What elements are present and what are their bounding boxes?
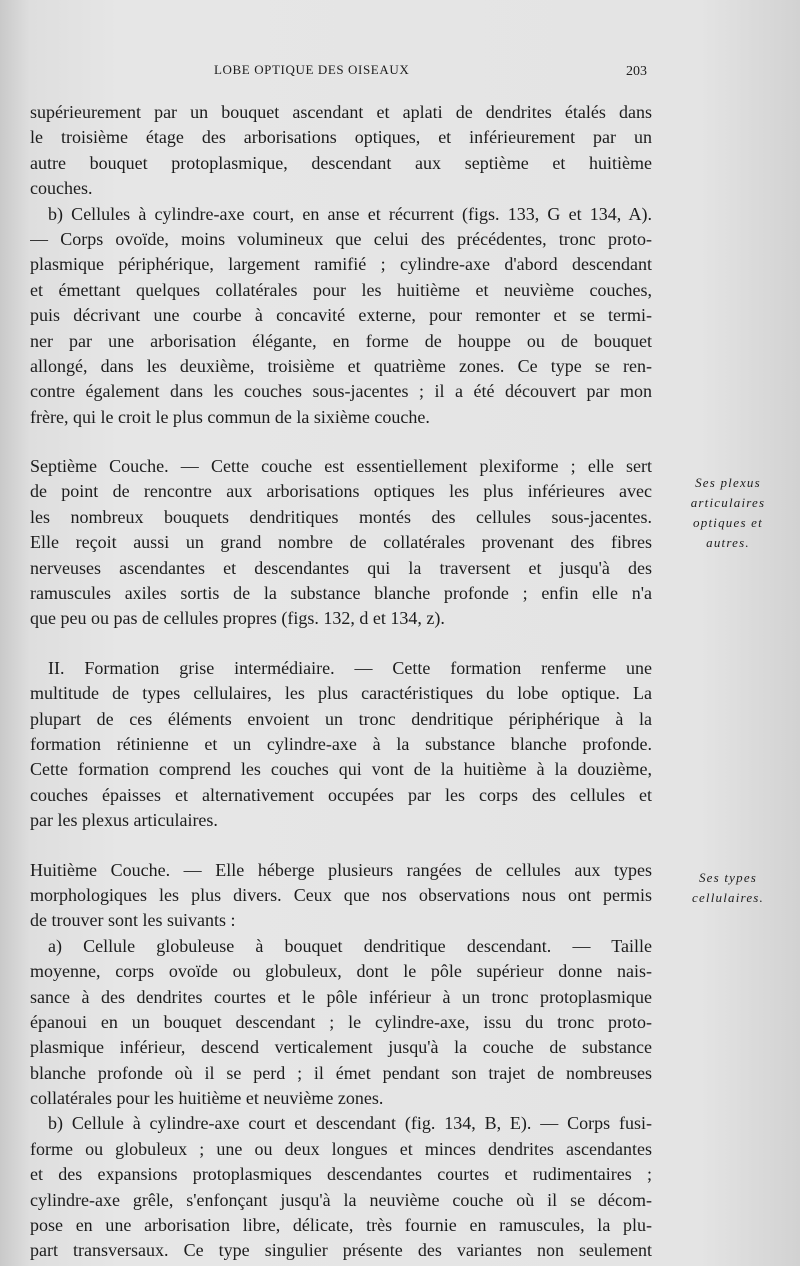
page-number: 203 [626,64,647,79]
margin-note-line: articulaires [690,495,766,510]
text-line: épanoui en un bouquet descendant ; le cylindre-axe, issu du tronc proto- [30,1011,652,1032]
text-line: blanche profonde où il se perd ; il émet pendant son trajet de nombreuses [30,1062,652,1083]
text-line: contre également dans les couches sous-jacentes ; il a été découvert par mon [30,381,652,402]
paragraph-formation-grise [30,656,652,834]
text-line: couches épaisses et alternativement occupées par les corps des cellules et [30,784,652,805]
paragraph-huitieme-couche [30,858,652,934]
paragraph-type-b [30,202,652,431]
text-line: le troisième étage des arborisations optiques, et inférieurement par un [30,127,652,148]
margin-note-line: Ses plexus [695,475,761,490]
text-line: Huitième Couche. — Elle héberge plusieurs rangées de cellules aux types [30,859,652,880]
text-line: ner par une arborisation élégante, en forme de houppe ou de bouquet [30,330,652,351]
text-line: nerveuses ascendantes et descendantes qui la traversent et jusqu'à des [30,557,652,578]
text-line: couches. [30,178,93,199]
text-line: les nombreux bouquets dendritiques montés des cellules sous-jacentes. [30,506,652,527]
text-line: part transversaux. Ce type singulier présente des variantes non seulement [30,1240,652,1261]
paragraph-type-b-descendant [30,1111,652,1263]
paragraph-gap [30,834,652,858]
text-line: Cette formation comprend les couches qui vont de la huitième à la douzième, [30,759,652,780]
page-header [0,62,800,82]
body-text [30,100,652,1264]
text-line: a) Cellule globuleuse à bouquet dendritique descendant. — Taille [48,935,652,956]
text-line: que peu ou pas de cellules propres (figs. 132, d et 134, z). [30,608,445,629]
text-line: moyenne, corps ovoïde ou globuleux, dont le pôle supérieur donne nais- [30,961,652,982]
text-line: de trouver sont les suivants : [30,910,236,931]
text-line: cylindre-axe grêle, s'enfonçant jusqu'à la neuvième couche où il se décom- [30,1189,652,1210]
text-line: multitude de types cellulaires, les plus caractéristiques du lobe optique. La [30,683,652,704]
running-title: LOBE OPTIQUE DES OISEAUX [214,62,410,77]
text-line: allongé, dans les deuxième, troisième et quatrième zones. Ce type se ren- [30,355,652,376]
margin-note-line: autres. [706,535,750,550]
text-line: morphologiques les plus divers. Ceux que nos observations nous ont permis [30,884,652,905]
margin-note-plexus [668,473,788,553]
text-line: ramuscules axiles sortis de la substance blanche profonde ; enfin elle n'a [30,583,652,604]
text-line: puis décrivant une courbe à concavité externe, pour remonter et se termi- [30,305,652,326]
text-line: forme ou globuleux ; une ou deux longues et minces dendrites ascendantes [30,1138,652,1159]
text-line: et émettant quelques collatérales pour les huitième et neuvième couches, [30,279,652,300]
text-line: b) Cellules à cylindre-axe court, en anse et récurrent (figs. 133, G et 134, A). [48,203,652,224]
text-line: formation rétinienne et un cylindre-axe à la substance blanche profonde. [30,733,652,754]
margin-note-types [668,868,788,908]
paragraph-gap [30,632,652,656]
text-line: supérieurement par un bouquet ascendant et aplati de dendrites étalés dans [30,102,652,122]
text-line: — Corps ovoïde, moins volumineux que celui des précédentes, tronc proto- [30,228,652,249]
margin-note-line: Ses types [698,870,758,885]
text-line: et des expansions protoplasmiques descendantes courtes et rudimentaires ; [30,1164,652,1185]
text-line: sance à des dendrites courtes et le pôle inférieur à un tronc protoplasmique [30,986,652,1007]
text-line: plasmique périphérique, largement ramifié ; cylindre-axe d'abord descendant [30,254,652,275]
text-line: plupart de ces éléments envoient un tronc dendritique périphérique à la [30,708,652,729]
text-line: de point de rencontre aux arborisations optiques les plus inférieures avec [30,481,652,502]
text-line: Elle reçoit aussi un grand nombre de collatérales provenant des fibres [30,532,652,553]
paragraph-septieme-couche [30,454,652,632]
paragraph-gap [30,430,652,454]
text-line: b) Cellule à cylindre-axe court et descendant (fig. 134, B, E). — Corps fusi- [48,1113,652,1134]
text-line: II. Formation grise intermédiaire. — Cette formation renferme une [48,657,652,678]
text-line: pose en une arborisation libre, délicate, très fournie en ramuscules, la plu- [30,1215,652,1236]
text-line: autre bouquet protoplasmique, descendant aux septième et huitième [30,152,652,173]
text-line: frère, qui le croit le plus commun de la sixième couche. [30,406,430,427]
margin-note-line: optiques et [693,515,763,530]
margin-note-line: cellulaires. [691,890,765,905]
paragraph-type-a [30,934,652,1112]
text-line: collatérales pour les huitième et neuvième zones. [30,1088,384,1109]
text-line: par les plexus articulaires. [30,810,218,831]
text-line: plasmique inférieur, descend verticalement jusqu'à la couche de substance [30,1037,652,1058]
paragraph-continuation [30,100,652,202]
text-line: Septième Couche. — Cette couche est essentiellement plexiforme ; elle sert [30,456,652,477]
